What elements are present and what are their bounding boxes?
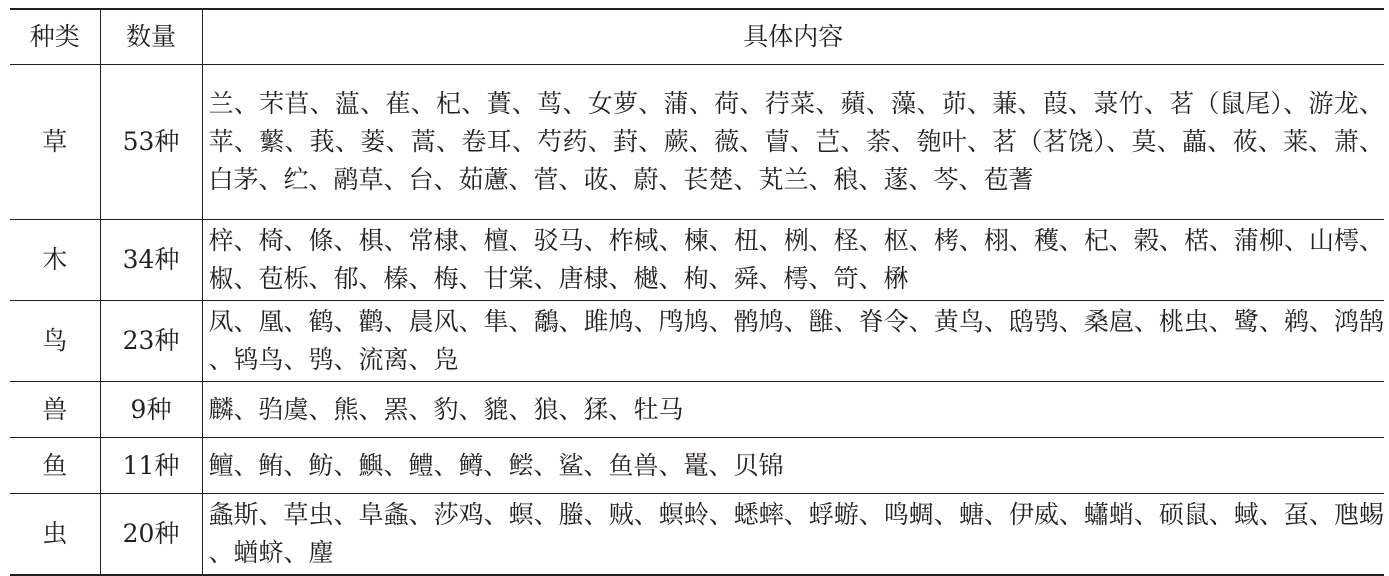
kind-cell: 鱼 [10, 438, 100, 494]
table-row-bird [10, 301, 1384, 382]
detail-cell: 兰、芣苢、蕰、萑、杞、蕢、茑、女萝、蒲、荷、荇菜、蘋、藻、茆、蒹、葭、菉竹、茗（鼠尾）、游龙、苹、蘩、莪、蒌、蒿、卷耳、芍药、葑、蕨、薇、萺、芑、荼、匏叶、茗（茗饶）、莫、藟、莜、莱、萧、白茅、纻、鹝草、台、茹藘、菅、荍、蔚、苌楚、芄兰、稂、蓫、芩、苞蓍 [202, 65, 1384, 220]
table-row-insect [10, 494, 1384, 576]
kind-cell: 虫 [10, 494, 100, 576]
detail-cell: 螽斯、草虫、阜螽、莎鸡、螟、螣、贼、螟蛉、蟋蟀、蜉蝣、鸣蜩、螗、伊威、蠨蛸、硕鼠、蜮、虿、虺蜴、蝤蛴、麈 [202, 494, 1384, 576]
detail-cell: 梓、椅、條、椇、常棣、檀、驳马、柞棫、楝、杻、栵、柽、枢、栲、栩、穫、杞、榖、楛、蒲柳、山樗、椒、苞栎、郁、榛、梅、甘棠、唐棣、樾、栒、舜、樗、笴、楙 [202, 220, 1384, 301]
kind-cell: 鸟 [10, 301, 100, 382]
header-detail: 具体内容 [202, 9, 1384, 65]
header-row [10, 9, 1384, 65]
table-row-beast [10, 382, 1384, 438]
count-cell: 34种 [100, 220, 202, 301]
header-count: 数量 [100, 9, 202, 65]
count-cell: 9种 [100, 382, 202, 438]
table-row-fish [10, 438, 1384, 494]
detail-cell: 鳣、鲔、鲂、鱮、鳢、鳟、鲿、鲨、鱼兽、鼍、贝锦 [202, 438, 1384, 494]
kind-cell: 木 [10, 220, 100, 301]
species-table [10, 8, 1384, 576]
kind-cell: 兽 [10, 382, 100, 438]
table-row-grass [10, 65, 1384, 220]
count-cell: 53种 [100, 65, 202, 220]
table-row-tree [10, 220, 1384, 301]
kind-cell: 草 [10, 65, 100, 220]
detail-cell: 凤、凰、鹤、鹳、晨风、隼、鷮、雎鸠、鸤鸠、鹘鸠、雝、脊令、黄鸟、鸱鸮、桑扈、桃虫、鹭、鹈、鸿鹄、鸨鸟、鸮、流离、凫 [202, 301, 1384, 382]
count-cell: 11种 [100, 438, 202, 494]
header-kind: 种类 [10, 9, 100, 65]
count-cell: 23种 [100, 301, 202, 382]
detail-cell: 麟、驺虞、熊、罴、豹、貔、狼、猱、牡马 [202, 382, 1384, 438]
count-cell: 20种 [100, 494, 202, 576]
